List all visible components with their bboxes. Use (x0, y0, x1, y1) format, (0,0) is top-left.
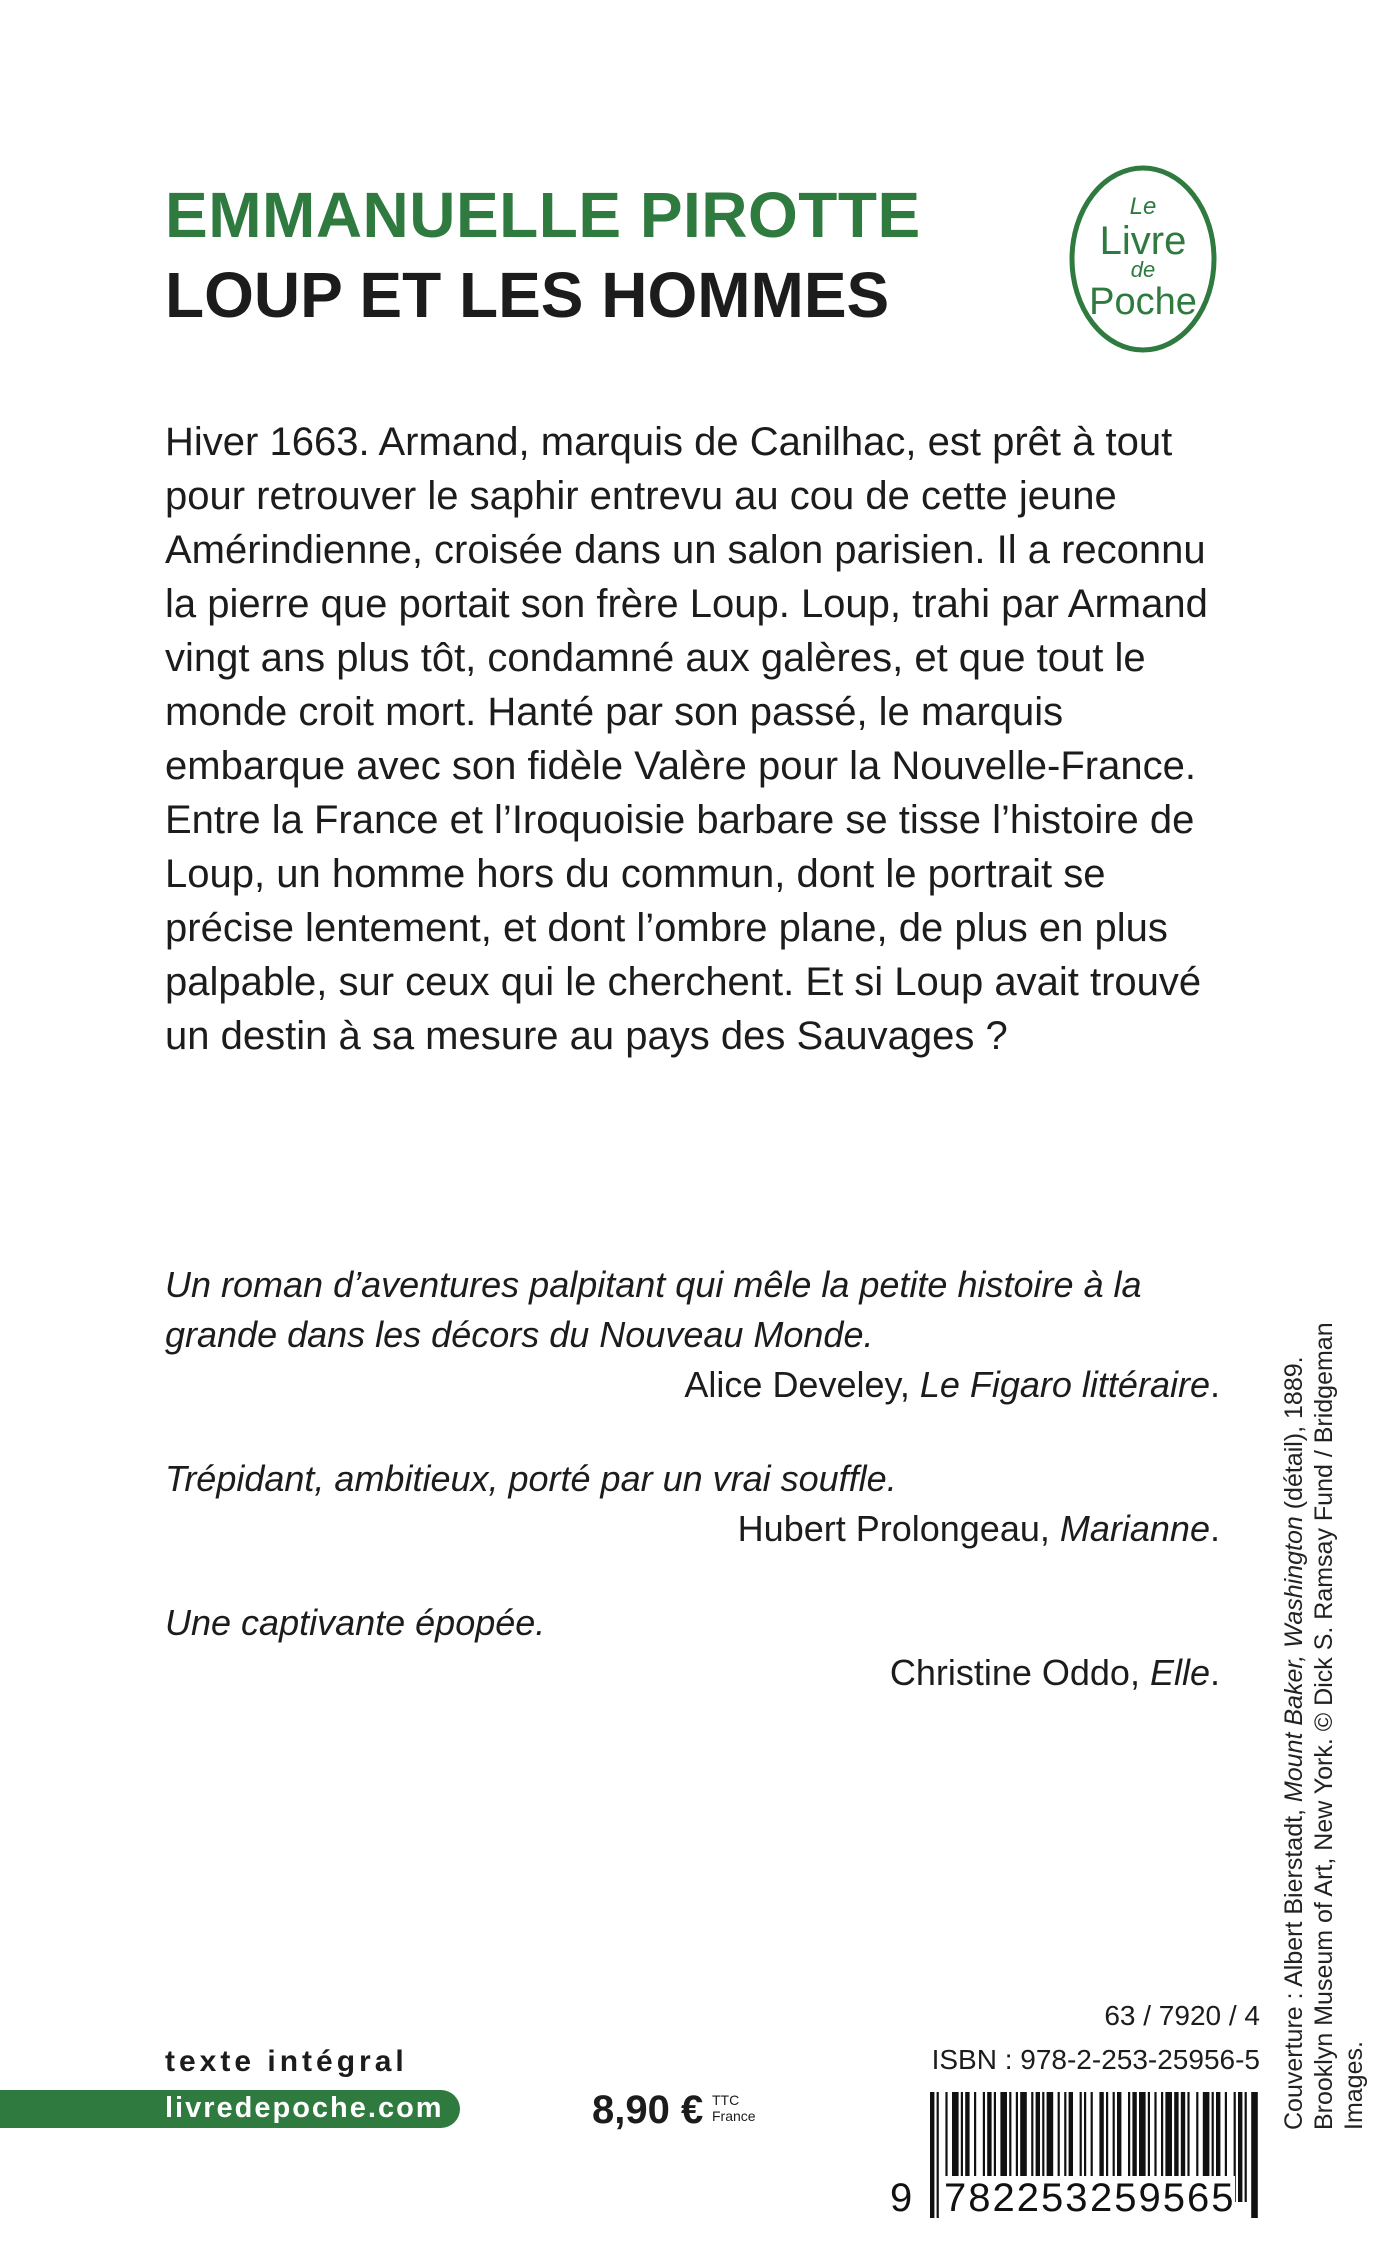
review (165, 1454, 1220, 1554)
logo-word-de: de (1130, 257, 1156, 282)
price-note-ttc: TTC (712, 2092, 740, 2108)
logo-word-livre: Livre (1099, 219, 1187, 263)
credit-line-1 (1279, 1290, 1309, 2130)
review (165, 1598, 1220, 1698)
review (165, 1260, 1220, 1410)
review-publication: Le Figaro littéraire (919, 1364, 1210, 1405)
review-end: . (1209, 1364, 1220, 1405)
review-quote: Une captivante épopée. (165, 1602, 546, 1643)
book-title: LOUP ET LES HOMMES (165, 259, 890, 331)
barcode-digits-left: 782253 (944, 2176, 1090, 2220)
barcode-bar (937, 2092, 939, 2218)
summary-paragraph: Entre la France et l’Iroquoisie barbare se tisse l’histoire de Loup, un homme hors du commun, dont le portrait se précise lentement, et dont l’ombre plane, de plus en plus palpable, sur ceux qui le cherchent. Et si Loup avait trouvé un destin à sa mesure au pays des Sauvages ? (165, 798, 1202, 1058)
website-link[interactable]: livredepoche.com (165, 2092, 444, 2124)
barcode-digits-right: 259565 (1090, 2176, 1236, 2220)
review-source (165, 1504, 1220, 1554)
author-name: EMMANUELLE PIROTTE (165, 179, 921, 251)
catalog-code: 63 / 7920 / 4 (1104, 2000, 1260, 2031)
credit-date: (détail), 1889. (1280, 1356, 1308, 1517)
review-critic: Hubert Prolongeau, (737, 1508, 1060, 1549)
review-source (165, 1360, 1220, 1410)
barcode-bar (1238, 2092, 1242, 2202)
isbn: ISBN : 978-2-253-25956-5 (931, 2044, 1260, 2075)
price-note-country: France (712, 2108, 756, 2124)
cover-credit-area (1280, 1290, 1368, 2130)
cover-credit (1279, 1290, 1369, 2130)
review-quote: Trépidant, ambitieux, porté par un vrai souffle. (165, 1458, 897, 1499)
texte-integral-label: texte intégral (165, 2045, 408, 2078)
credit-artist: Couverture : Albert Bierstadt, (1280, 1802, 1308, 2130)
review-end: . (1209, 1652, 1220, 1693)
review-publication: Elle (1149, 1652, 1210, 1693)
publisher-logo (1068, 164, 1218, 354)
barcode-bar (1251, 2092, 1258, 2218)
barcode-bar (930, 2092, 934, 2218)
price: 8,90 € (592, 2088, 704, 2132)
review-publication: Marianne (1059, 1508, 1210, 1549)
back-cover-summary (165, 415, 1245, 1063)
credit-line-2: Brooklyn Museum of Art, New York. © Dick S. Ramsay Fund / Bridgeman Images. (1310, 1322, 1368, 2130)
review-end: . (1209, 1508, 1220, 1549)
barcode-bar (1245, 2092, 1247, 2202)
credit-work: Mount Baker, Washington (1280, 1516, 1308, 1803)
review-quote: Un roman d’aventures palpitant qui mêle la petite histoire à la grande dans les décors du Nouveau Monde. (165, 1264, 1142, 1355)
review-critic: Christine Oddo, (889, 1652, 1150, 1693)
logo-word-poche: Poche (1089, 281, 1197, 323)
review-source (165, 1648, 1220, 1698)
barcode-digit-first: 9 (890, 2176, 913, 2220)
price-note (712, 2092, 756, 2124)
summary-paragraph: Hiver 1663. Armand, marquis de Canilhac, est prêt à tout pour retrouver le saphir entrevu au cou de cette jeune Amérindienne, croisée dans un salon parisien. Il a reconnu la pierre que portait son frère Loup. Loup, trahi par Armand vingt ans plus tôt, condamné aux galères, et que tout le monde croit mort. Hanté par son passé, le marquis embarque avec son fidèle Valère pour la Nouvelle-France. (165, 420, 1208, 788)
press-reviews (165, 1260, 1220, 1742)
logo-word-le: Le (1129, 193, 1157, 220)
review-critic: Alice Develey, (684, 1364, 920, 1405)
